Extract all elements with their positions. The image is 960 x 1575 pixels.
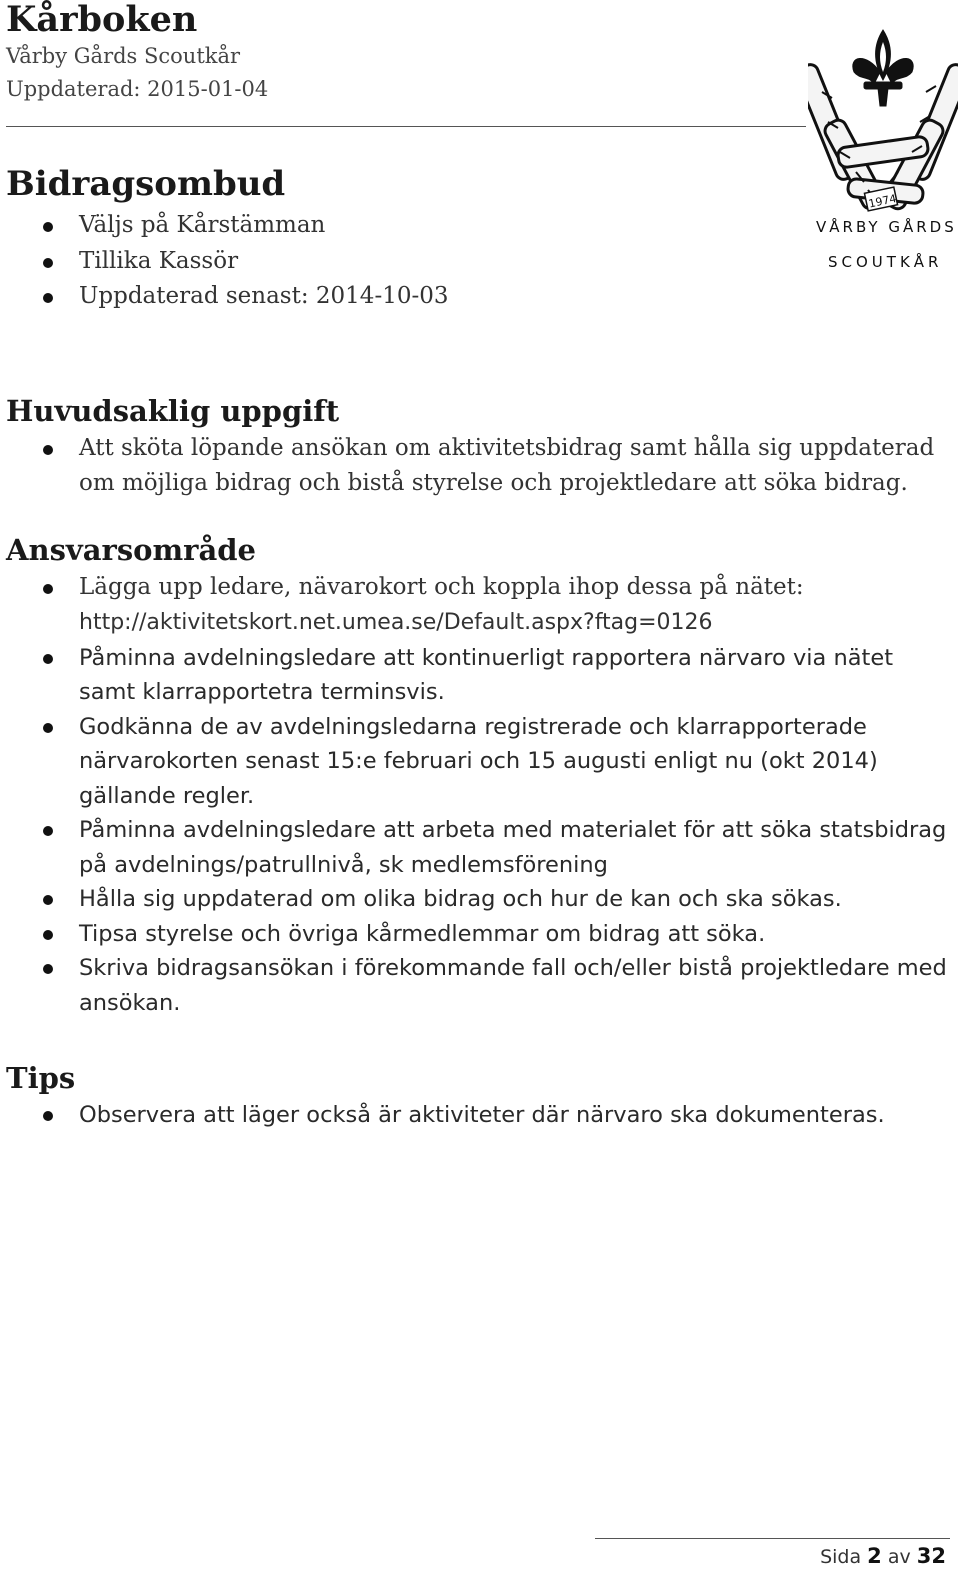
main-task-heading: Huvudsaklig uppgift — [6, 393, 340, 428]
list-item-text: Lägga upp ledare, nävarokort och koppla ihop dessa på nätet: — [79, 573, 804, 600]
svg-text:SCOUTKÅR: SCOUTKÅR — [828, 253, 943, 271]
list-item: Att sköta löpande ansökan om aktivitetsbidrag samt hålla sig uppdaterad om möjliga bidrag och bistå styrelse och projektledare att söka bidrag. — [6, 431, 951, 502]
aktivitetskort-link[interactable]: http://aktivitetskort.net.umea.se/Default.aspx?ftag=0126 — [79, 610, 713, 635]
current-page: 2 — [867, 1544, 882, 1568]
total-pages: 32 — [916, 1544, 946, 1568]
updated-date: Uppdaterad: 2015-01-04 — [6, 77, 269, 101]
page-separator: av — [887, 1546, 911, 1568]
role-section — [6, 160, 951, 315]
list-item: Påminna avdelningsledare att arbeta med materialet för att söka statsbidrag på avdelnings/patrullnivå, sk medlemsförening — [6, 813, 951, 882]
main-task-section — [6, 391, 951, 502]
document-header — [6, 0, 806, 106]
responsibility-list — [6, 570, 951, 641]
document-body — [6, 160, 951, 1133]
list-item: Godkänna de av avdelningsledarna registrerade och klarrapporterade närvarokorten senast 15:e februari och 15 augusti enligt nu (okt 2014) gällande regler. — [6, 710, 951, 814]
responsibility-heading: Ansvarsområde — [6, 532, 256, 567]
main-task-list — [6, 431, 951, 502]
role-title: Bidragsombud — [6, 164, 286, 204]
list-item: Påminna avdelningsledare att kontinuerligt rapportera närvaro via nätet samt klarrapportetra terminsvis. — [6, 641, 951, 710]
document-title: Kårboken — [6, 0, 198, 40]
list-item: Skriva bidragsansökan i förekommande fall och/eller bistå projektledare med ansökan. — [6, 951, 951, 1020]
list-item — [6, 570, 951, 641]
page-prefix: Sida — [820, 1546, 862, 1568]
svg-text:VÅRBY GÅRDS: VÅRBY GÅRDS — [816, 218, 957, 236]
list-item: Tillika Kassör — [6, 244, 951, 280]
tips-heading: Tips — [6, 1061, 76, 1095]
list-item: Hålla sig uppdaterad om olika bidrag och hur de kan och ska sökas. — [6, 882, 951, 917]
list-item: Uppdaterad senast: 2014-10-03 — [6, 279, 951, 315]
organization-name: Vårby Gårds Scoutkår — [6, 44, 241, 68]
responsibility-section — [6, 530, 951, 1021]
footer-divider — [595, 1538, 950, 1539]
header-divider — [6, 126, 806, 127]
page-number — [820, 1544, 946, 1568]
responsibility-list-continued — [6, 641, 951, 1021]
list-item: Tipsa styrelse och övriga kårmedlemmar om bidrag att söka. — [6, 917, 951, 952]
tips-section — [6, 1058, 951, 1133]
role-list — [6, 208, 951, 315]
svg-text:1974: 1974 — [867, 191, 898, 211]
tips-list — [6, 1098, 951, 1133]
list-item: Väljs på Kårstämman — [6, 208, 951, 244]
list-item: Observera att läger också är aktiviteter där närvaro ska dokumenteras. — [6, 1098, 951, 1133]
